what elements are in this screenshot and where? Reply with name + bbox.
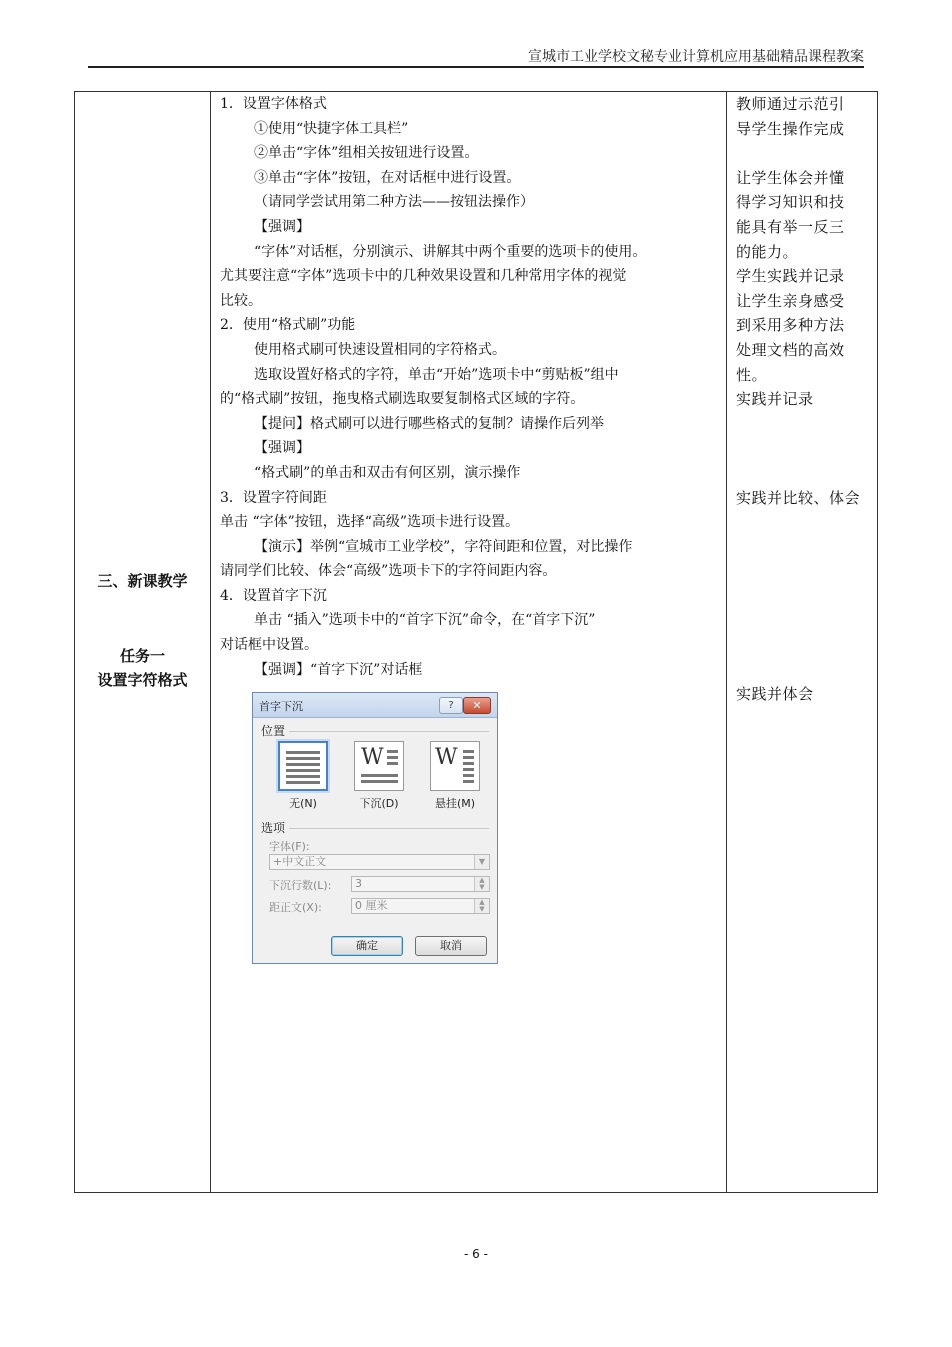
option-none-label: 无(N) [289, 797, 317, 810]
note-line: 的能力。 [736, 242, 799, 261]
ok-button[interactable]: 确定 [331, 936, 403, 956]
column-divider-2 [726, 92, 727, 1192]
lesson-content [220, 92, 720, 682]
option-dropped-label: 下沉(D) [359, 797, 399, 810]
task-number: 任务一 [119, 647, 165, 665]
hanging-lines-icon [463, 750, 474, 786]
lesson-table [74, 91, 878, 1193]
document-header: 宣城市工业学校文秘专业计算机应用基础精品课程教案 [528, 49, 864, 65]
note-line: 性。 [736, 365, 768, 384]
content-line: 单击 “字体”按钮，选择“高级”选项卡进行设置。 [220, 514, 520, 531]
header-rule [88, 66, 864, 68]
lines-label: 下沉行数(L): [269, 879, 332, 892]
content-line: ③单击“字体”按钮，在对话框中进行设置。 [254, 169, 521, 186]
drop-cap-dialog [252, 692, 498, 964]
note-line: 得学习知识和技 [736, 193, 845, 212]
dialog-titlebar [253, 693, 497, 718]
content-line: 【强调】 [254, 218, 310, 235]
note-line: 学生实践并记录 [736, 267, 845, 286]
note-line: 能具有举一反三 [736, 218, 845, 236]
spinner-icon[interactable]: ▲ ▼ [474, 899, 489, 913]
option-hanging-label: 悬挂(M) [434, 797, 476, 810]
drop-lines-input[interactable] [351, 876, 490, 892]
content-line: 尤其要注意“字体”选项卡中的几种效果设置和几种常用字体的视觉 [220, 268, 627, 285]
content-line: “格式刷”的单击和双击有何区别，演示操作 [254, 464, 521, 481]
chevron-down-icon[interactable]: ▼ [474, 855, 489, 869]
section-divider [289, 828, 489, 829]
dropped-lines-icon [387, 750, 398, 768]
note-line: 到采用多种方法 [736, 316, 845, 335]
content-line: 的“格式刷”按钮，拖曳格式刷选取要复制格式区域的字符。 [220, 391, 585, 408]
note-line: 实践并体会 [736, 685, 814, 704]
option-hanging[interactable] [430, 741, 480, 791]
font-select[interactable] [269, 854, 490, 870]
content-line: 【演示】举例“宣城市工业学校”，字符间距和位置，对比操作 [254, 538, 633, 555]
options-section-label: 选项 [261, 821, 286, 835]
page-number: - 6 - [464, 1247, 488, 1261]
note-line: 实践并记录 [736, 390, 814, 409]
distance-label: 距正文(X): [269, 901, 322, 914]
hanging-w-icon: W [435, 745, 458, 770]
content-line: 选取设置好格式的字符，单击“开始”选项卡中“剪贴板”组中 [254, 366, 619, 383]
content-line: 【强调】 [254, 440, 310, 457]
section-divider [289, 731, 489, 732]
option-none[interactable] [278, 741, 328, 791]
distance-input[interactable] [351, 898, 490, 914]
dropped-lines-lower-icon [361, 774, 398, 786]
content-line: ②单击“字体”组相关按钮进行设置。 [254, 145, 479, 162]
content-line: 对话框中设置。 [220, 637, 318, 654]
option-dropped[interactable] [354, 741, 404, 791]
note-line: 教师通过示范引 [736, 95, 845, 113]
section-title: 三、新课教学 [97, 572, 188, 590]
content-line: 4．设置首字下沉 [220, 587, 327, 604]
note-line: 处理文档的高效 [736, 341, 845, 359]
font-label: 字体(F): [269, 840, 310, 853]
close-button[interactable]: ✕ [463, 697, 491, 714]
dropped-w-icon: W [361, 745, 384, 770]
note-line: 让学生体会并懂 [736, 168, 845, 187]
note-line: 导学生操作完成 [736, 119, 845, 138]
help-button[interactable]: ? [439, 697, 463, 714]
content-line: 使用格式刷可快速设置相同的字符格式。 [254, 341, 506, 358]
content-line: 【强调】“首字下沉”对话框 [254, 661, 423, 678]
task-title: 设置字符格式 [97, 671, 188, 689]
content-line: 【提问】格式刷可以进行哪些格式的复制？请操作后列举 [254, 415, 604, 432]
content-line: 单击 “插入”选项卡中的“首字下沉”命令，在“首字下沉” [254, 612, 596, 629]
lines-icon [286, 751, 320, 787]
position-section-label: 位置 [261, 724, 286, 738]
note-line: 实践并比较、体会 [736, 488, 861, 507]
content-line: 1．设置字体格式 [220, 96, 327, 112]
font-value: +中文正文 [273, 855, 327, 868]
content-line: ①使用“快捷字体工具栏” [254, 120, 409, 137]
content-line: 3．设置字符间距 [220, 489, 327, 506]
column-divider-1 [210, 92, 211, 1192]
content-line: 2．使用“格式刷”功能 [220, 317, 356, 334]
distance-value: 0 厘米 [355, 899, 388, 912]
content-line: “字体”对话框，分别演示、讲解其中两个重要的选项卡的使用。 [254, 243, 647, 260]
dialog-title: 首字下沉 [259, 700, 303, 713]
content-line: 比较。 [220, 292, 262, 309]
content-line: （请同学尝试用第二种方法——按钮法操作） [254, 194, 534, 211]
drop-lines-value: 3 [355, 877, 362, 890]
spinner-icon[interactable]: ▲ ▼ [474, 877, 489, 891]
cancel-button[interactable]: 取消 [415, 936, 487, 956]
content-line: 请同学们比较、体会“高级”选项卡下的字符间距内容。 [220, 563, 557, 580]
note-line: 让学生亲身感受 [736, 291, 845, 310]
